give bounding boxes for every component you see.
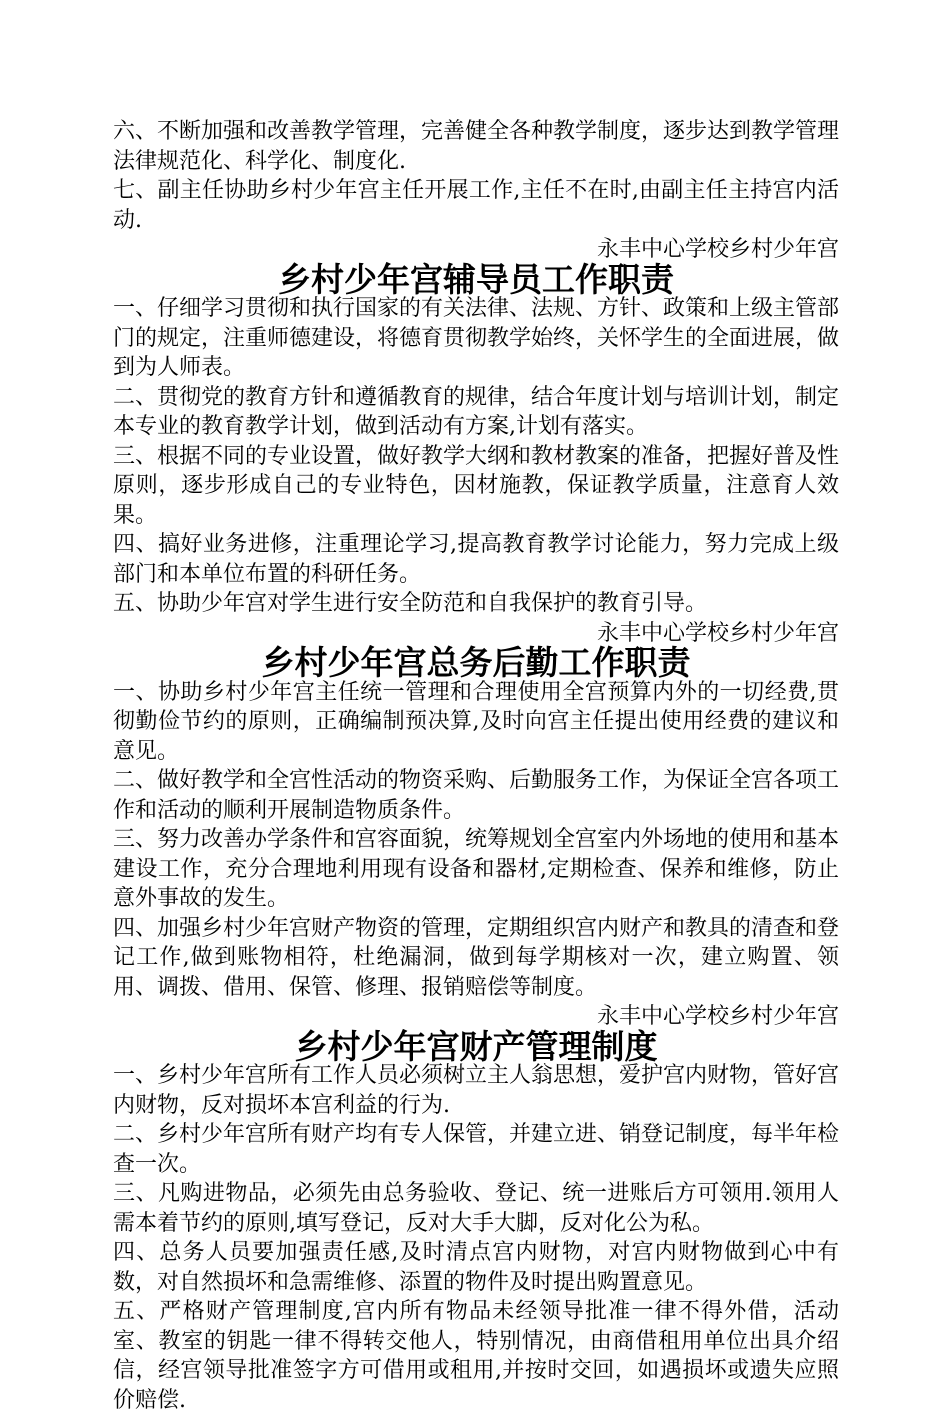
property-item-3: 三、凡购进物品，必须先由总务验收、登记、统一进账后方可领用.领用人需本着节约的原则,填写登记，反对大手大脚，反对化公为私。 [113,1181,839,1236]
counselor-item-1: 一、仔细学习贯彻和执行国家的有关法律、法规、方针、政策和上级主管部门的规定，注重师德建设，将德育贯彻教学始终，关怀学生的全面进展，做到为人师表。 [113,296,840,380]
logistics-item-1: 一、协助乡村少年宫主任统一管理和合理使用全宫预算内外的一切经费,贯彻勤俭节约的原则，正确编制预决算,及时向宫主任提出使用经费的建议和意见。 [113,679,839,764]
logistics-item-3: 三、努力改善办学条件和宫容面貌，统筹规划全宫室内外场地的使用和基本建设工作，充分合理地利用现有设备和器材,定期检查、保养和维修，防止意外事故的发生。 [113,827,840,911]
property-item-5: 五、严格财产管理制度,宫内所有物品未经领导批准一律不得外借，活动室、教室的钥匙一律不得转交他人，特别情况，由商借租用单位出具介绍信，经宫领导批准签字方可借用或租用,并按时交回，如遇损坏或遗失应照价赔偿. [113,1299,839,1413]
intro-item-6: 六、不断加强和改善教学管理，完善健全各种教学制度，逐步达到教学管理法律规范化、科学化、制度化. [113,119,840,174]
signature: 永丰中心学校乡村少年宫 [596,1004,839,1029]
logistics-item-4: 四、加强乡村少年宫财产物资的管理，定期组织宫内财产和教具的清查和登记工作,做到账物相符，杜绝漏洞，做到每学期核对一次，建立购置、领用、调拨、借用、保管、修理、报销赔偿等制度。 [113,915,840,1000]
property-item-1: 一、乡村少年宫所有工作人员必须树立主人翁思想，爱护宫内财物，管好宫内财物，反对损坏本宫利益的行为. [113,1063,840,1118]
signature: 永丰中心学校乡村少年宫 [596,620,839,646]
signature: 永丰中心学校乡村少年宫 [596,237,839,262]
section-title-property: 乡村少年宫财产管理制度 [294,1026,658,1066]
property-item-4: 四、总务人员要加强责任感,及时清点宫内财物，对宫内财物做到心中有数，对自然损坏和急需维修、添置的物件及时提出购置意见。 [113,1240,839,1295]
section-title-counselor: 乡村少年宫辅导员工作职责 [278,259,674,299]
section-title-logistics: 乡村少年宫总务后勤工作职责 [261,643,691,682]
logistics-item-2: 二、做好教学和全宫性活动的物资采购、后勤服务工作，为保证全宫各项工作和活动的顺利开展制造物质条件。 [113,768,840,823]
intro-item-7: 七、副主任协助乡村少年宫主任开展工作,主任不在时,由副主任主持宫内活动. [113,178,839,233]
counselor-item-2: 二、贯彻党的教育方针和遵循教育的规律，结合年度计划与培训计划，制定本专业的教育教学计划，做到活动有方案,计划有落实。 [113,384,840,439]
document-page [113,117,839,1415]
property-item-2: 二、乡村少年宫所有财产均有专人保管，并建立进、销登记制度，每半年检查一次。 [113,1122,840,1177]
counselor-item-5: 五、协助少年宫对学生进行安全防范和自我保护的教育引导。 [113,591,708,616]
counselor-item-3: 三、根据不同的专业设置，做好教学大纲和教材教案的准备，把握好普及性原则，逐步形成自己的专业特色，因材施教，保证教学质量，注意育人效果。 [113,443,840,528]
counselor-item-4: 四、搞好业务进修，注重理论学习,提高教育教学讨论能力，努力完成上级部门和本单位布置的科研任务。 [113,532,839,587]
